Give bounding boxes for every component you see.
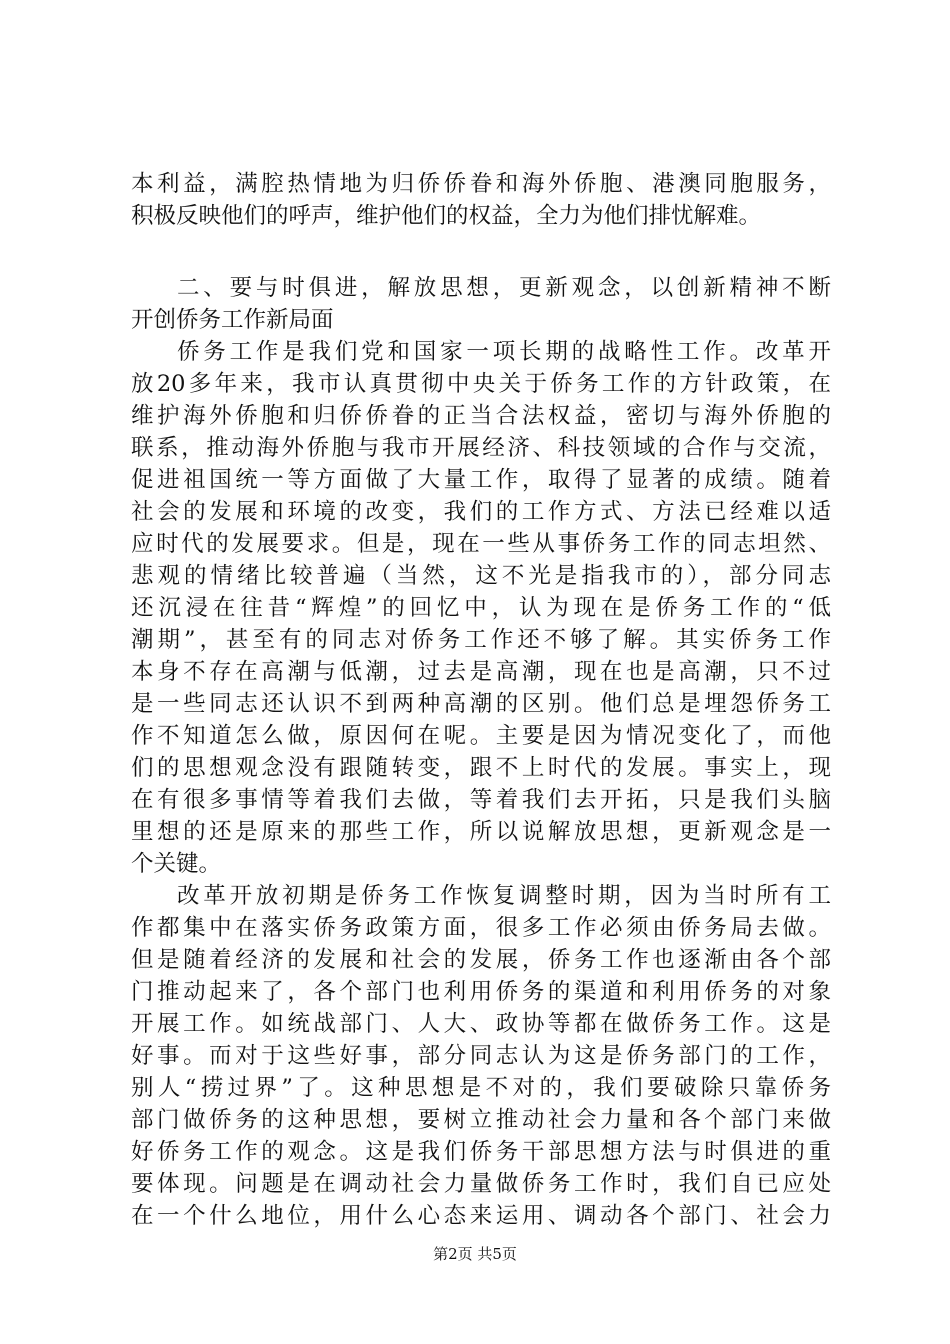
text-line: 积极反映他们的呼声，维护他们的权益，全力为他们排忧解难。 xyxy=(131,203,762,229)
text-line: 维护海外侨胞和归侨侨眷的正当合法权益，密切与海外侨胞的 xyxy=(131,403,831,429)
text-line: 二、要与时俱进，解放思想，更新观念，以创新精神不断 xyxy=(177,275,831,301)
text-line: 好侨务工作的观念。这是我们侨务干部思想方法与时俱进的重 xyxy=(131,1139,831,1165)
paragraph-gap xyxy=(131,232,831,272)
text-line: 作不知道怎么做，原因何在呢。主要是因为情况变化了，而他 xyxy=(131,723,831,749)
text-line: 促进祖国统一等方面做了大量工作，取得了显著的成绩。随着 xyxy=(131,467,831,493)
page-footer xyxy=(0,1244,950,1264)
text-line: 别人“捞过界”了。这种思想是不对的，我们要破除只靠侨务 xyxy=(131,1075,831,1101)
text-line: 还沉浸在往昔“辉煌”的回忆中，认为现在是侨务工作的“低 xyxy=(131,595,831,621)
text-line: 门推动起来了，各个部门也利用侨务的渠道和利用侨务的对象 xyxy=(131,979,831,1005)
text-line: 改革开放初期是侨务工作恢复调整时期，因为当时所有工 xyxy=(177,883,831,909)
text-line: 个关键。 xyxy=(131,851,222,877)
text-line: 要体现。问题是在调动社会力量做侨务工作时，我们自已应处 xyxy=(131,1171,831,1197)
text-line: 好事。而对于这些好事，部分同志认为这是侨务部门的工作， xyxy=(131,1043,831,1069)
text-line: 们的思想观念没有跟随转变，跟不上时代的发展。事实上，现 xyxy=(131,755,831,781)
text-line: 是一些同志还认识不到两种高潮的区别。他们总是埋怨侨务工 xyxy=(131,691,831,717)
text-line: 里想的还是原来的那些工作，所以说解放思想，更新观念是一 xyxy=(131,819,831,845)
text-line: 应时代的发展要求。但是，现在一些从事侨务工作的同志坦然、 xyxy=(131,531,831,557)
page-number: 第2页 共5页 xyxy=(433,1245,517,1263)
text-line: 联系，推动海外侨胞与我市开展经济、科技领域的合作与交流， xyxy=(131,435,831,461)
section-heading xyxy=(131,272,831,336)
text-line: 社会的发展和环境的改变，我们的工作方式、方法已经难以适 xyxy=(131,499,831,525)
text-line: 放20多年来，我市认真贯彻中央关于侨务工作的方针政策，在 xyxy=(131,371,831,397)
text-line: 但是随着经济的发展和社会的发展，侨务工作也逐渐由各个部 xyxy=(131,947,831,973)
document-body xyxy=(131,168,831,1232)
text-line: 在一个什么地位，用什么心态来运用、调动各个部门、社会力 xyxy=(131,1203,831,1229)
text-line: 本身不存在高潮与低潮，过去是高潮，现在也是高潮，只不过 xyxy=(131,659,831,685)
text-line: 部门做侨务的这种思想，要树立推动社会力量和各个部门来做 xyxy=(131,1107,831,1133)
paragraph xyxy=(131,336,831,880)
text-line: 潮期”，甚至有的同志对侨务工作还不够了解。其实侨务工作 xyxy=(131,627,831,653)
paragraph xyxy=(131,168,831,232)
text-line: 作都集中在落实侨务政策方面，很多工作必须由侨务局去做。 xyxy=(131,915,831,941)
paragraph xyxy=(131,880,831,1232)
text-line: 悲观的情绪比较普遍（当然，这不光是指我市的），部分同志 xyxy=(131,563,831,589)
text-line: 开创侨务工作新局面 xyxy=(131,307,334,333)
text-line: 本利益，满腔热情地为归侨侨眷和海外侨胞、港澳同胞服务， xyxy=(131,171,831,197)
text-line: 在有很多事情等着我们去做，等着我们去开拓，只是我们头脑 xyxy=(131,787,831,813)
text-line: 侨务工作是我们党和国家一项长期的战略性工作。改革开 xyxy=(177,339,831,365)
text-line: 开展工作。如统战部门、人大、政协等都在做侨务工作。这是 xyxy=(131,1011,831,1037)
